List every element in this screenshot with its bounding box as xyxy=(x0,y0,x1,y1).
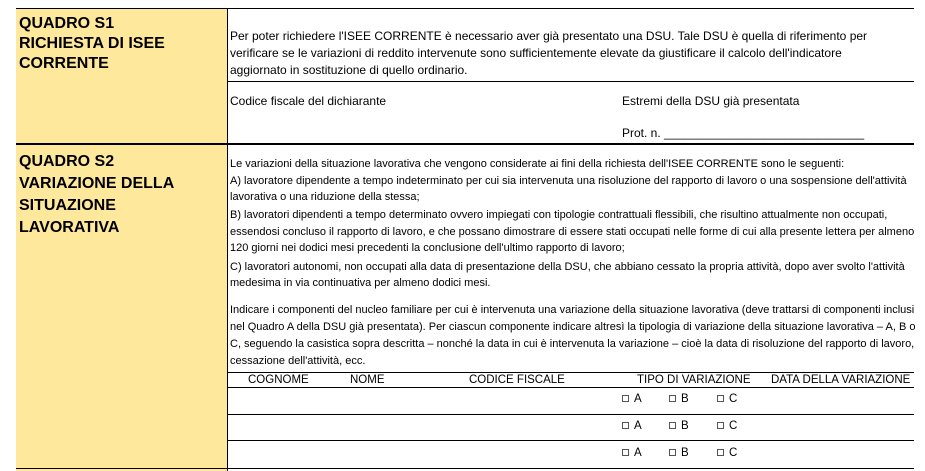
variation-option-a[interactable]: A xyxy=(622,420,642,432)
variation-option-c[interactable]: C xyxy=(717,420,737,432)
variation-option-b[interactable]: B xyxy=(669,393,689,405)
variation-option-c[interactable]: C xyxy=(717,447,737,459)
checkbox-icon[interactable] xyxy=(622,422,629,429)
s2-intro-line: essendosi concluso il rapporto di lavoro, e che possano dimostrare di essere stati occupati nelle forme di cui alla presente lettera per almeno xyxy=(230,226,915,238)
estremi-dsu-label: Estremi della DSU già presentata xyxy=(622,94,800,108)
variation-option-a[interactable]: A xyxy=(622,393,642,405)
column-header-tipo-variazione: TIPO DI VARIAZIONE xyxy=(637,374,751,386)
s2-intro-line: Le variazioni della situazione lavorativa che vengono considerate ai fini della richiesta dell'ISEE CORRENTE sono le seguenti: xyxy=(230,158,845,170)
checkbox-icon[interactable] xyxy=(717,395,724,402)
checkbox-icon[interactable] xyxy=(622,449,629,456)
s2-instruction-line: C, seguendo la casistica sopra descritta – nonché la data in cui è intervenuta la variazione – cioè la data di risoluzione del rapporto di lavoro, xyxy=(230,338,915,350)
checkbox-icon[interactable] xyxy=(669,449,676,456)
codice-fiscale-label: Codice fiscale del dichiarante xyxy=(230,94,387,108)
quadro-s2-title-line: SITUAZIONE xyxy=(19,197,116,214)
checkbox-icon[interactable] xyxy=(717,449,724,456)
table-row-divider xyxy=(228,440,914,441)
table-top-border xyxy=(228,372,914,373)
variation-option-b[interactable]: B xyxy=(669,447,689,459)
s2-intro-line: A) lavoratore dipendente a tempo indeterminato per cui sia intervenuta una risoluzione del rapporto di lavoro o una sospensione dell'attività xyxy=(230,175,907,187)
quadro-s2-title-line: QUADRO S2 xyxy=(19,153,115,170)
s1-intro-line: aggiornato in sostituzione di quello ordinario. xyxy=(230,63,468,77)
protocol-number-field[interactable]: Prot. n. ______________________________ xyxy=(622,126,865,140)
checkbox-icon[interactable] xyxy=(717,422,724,429)
quadro-s1-label xyxy=(16,9,228,143)
s2-intro-line: C) lavoratori autonomi, non occupati alla data di presentazione della DSU, che abbiano cessato la propria attività, dopo aver svolto l'attività xyxy=(230,261,905,273)
s1-intro-divider xyxy=(228,81,914,82)
quadro-s2-label xyxy=(16,145,228,471)
quadro-s1-title-line: RICHIESTA DI ISEE xyxy=(19,35,165,52)
column-header-codice-fiscale: CODICE FISCALE xyxy=(469,374,565,386)
s2-intro-line: B) lavoratori dipendenti a tempo determinato ovvero impiegati con tipologie contrattuali flessibili, che risultino attualmente non occupati, xyxy=(230,209,888,221)
table-header-divider xyxy=(228,387,914,388)
s2-instruction-line: Indicare i componenti del nucleo familiare per cui è intervenuta una variazione della situazione lavorativa (deve trattarsi di componenti inclusi xyxy=(230,304,915,316)
quadro-s1-title-line: CORRENTE xyxy=(19,55,109,72)
bottom-border xyxy=(16,468,914,469)
variation-option-c[interactable]: C xyxy=(717,393,737,405)
variation-option-b[interactable]: B xyxy=(669,420,689,432)
checkbox-icon[interactable] xyxy=(669,422,676,429)
s2-intro-line: 120 giorni nei dodici mesi precedenti la conclusione dell'ultimo rapporto di lavoro; xyxy=(230,242,625,254)
quadro-s1-title-line: QUADRO S1 xyxy=(19,15,115,32)
s1-intro-line: verificare se le variazioni di reddito intervenute sono sufficientemente elevate da giustificare il calcolo dell'indicatore xyxy=(230,46,842,60)
s1-intro-line: Per poter richiedere l'ISEE CORRENTE è necessario aver già presentato una DSU. Tale DSU è quella di riferimento per xyxy=(230,29,868,43)
quadro-s2-title-line: VARIAZIONE DELLA xyxy=(19,175,175,192)
column-header-data-variazione: DATA DELLA VARIAZIONE xyxy=(771,374,911,386)
variation-option-a[interactable]: A xyxy=(622,447,642,459)
checkbox-icon[interactable] xyxy=(669,395,676,402)
s2-intro-line: lavorativa o una riduzione della stessa; xyxy=(230,191,420,203)
s2-instruction-line: nel Quadro A della DSU già presentata). Per ciascun componente indicare altresì la tipologia di variazione della situazione lavorativa – A, B o xyxy=(230,321,916,333)
column-header-cognome: COGNOME xyxy=(248,374,309,386)
form-frame xyxy=(16,8,914,471)
s2-intro-line: medesima in via continuativa per almeno dodici mesi. xyxy=(230,277,491,289)
s2-instruction-line: cessazione dell'attività, ecc. xyxy=(230,355,366,367)
table-row-divider xyxy=(228,414,914,415)
checkbox-icon[interactable] xyxy=(622,395,629,402)
column-header-nome: NOME xyxy=(350,374,385,386)
quadro-s2-title-line: LAVORATIVA xyxy=(19,219,120,236)
